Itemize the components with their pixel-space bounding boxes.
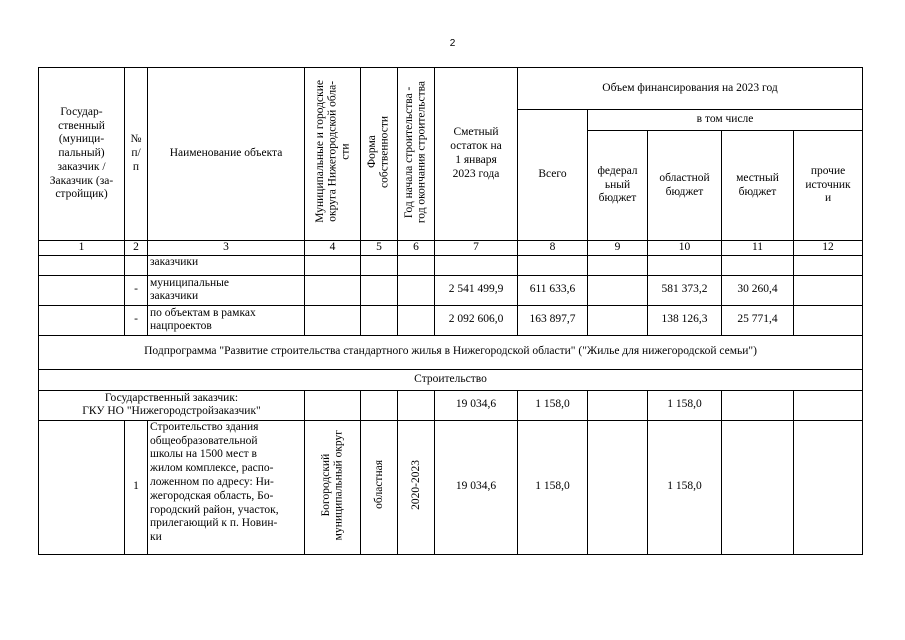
column-number: 9: [588, 241, 648, 256]
customer-row: [39, 390, 863, 420]
object-name: Строительство здания общеобразовательной школы на 1500 мест в жилом комплексе, распо- ложенном по адресу: Ни- жегородская область, Бо- городский район, участок, прилегающий к п. Новин- ки: [148, 420, 305, 554]
table-cell: -: [125, 275, 148, 305]
table-row: [39, 275, 863, 305]
table-cell: [588, 255, 648, 275]
table-cell: [361, 275, 398, 305]
customer-regional: 1 158,0: [648, 390, 722, 420]
object-ownership-cell: [361, 420, 398, 554]
table-cell: [794, 305, 863, 335]
table-cell: 138 126,3: [648, 305, 722, 335]
header-regional: областной бюджет: [648, 131, 722, 241]
object-total: 1 158,0: [518, 420, 588, 554]
table-row: [39, 305, 863, 335]
column-number: 8: [518, 241, 588, 256]
table-cell: [305, 275, 361, 305]
header-including: в том числе: [588, 110, 863, 131]
table-cell: [588, 390, 648, 420]
object-municipality-cell: [305, 420, 361, 554]
customer-estimated-balance: 19 034,6: [435, 390, 518, 420]
subprogram-row: [39, 335, 863, 369]
object-estimated-balance: 19 034,6: [435, 420, 518, 554]
column-numbers-row: [39, 241, 863, 256]
table-cell: [794, 390, 863, 420]
column-number: 11: [722, 241, 794, 256]
column-number: 2: [125, 241, 148, 256]
header-row-1: [39, 68, 863, 110]
table-cell: [722, 390, 794, 420]
table-cell: 163 897,7: [518, 305, 588, 335]
table-cell: 2 541 499,9: [435, 275, 518, 305]
financing-table: [38, 67, 863, 555]
table-cell: [305, 255, 361, 275]
object-years: 2020-2023: [409, 459, 422, 510]
header-funding-volume: Объем финансирования на 2023 год: [518, 68, 863, 110]
table-cell: [794, 255, 863, 275]
object-row: [39, 420, 863, 554]
table-cell: [398, 390, 435, 420]
table-cell: [305, 390, 361, 420]
column-number: 4: [305, 241, 361, 256]
table-cell: 581 373,2: [648, 275, 722, 305]
object-other: [794, 420, 863, 554]
table-cell: заказчики: [148, 255, 305, 275]
column-number: 10: [648, 241, 722, 256]
column-number: 6: [398, 241, 435, 256]
table-cell: [39, 420, 125, 554]
column-number: 12: [794, 241, 863, 256]
subprogram-title: Подпрограмма "Развитие строительства стандартного жилья в Нижегородской области" ("Жилье для нижегородской семьи"): [39, 335, 863, 369]
header-total: Всего: [518, 110, 588, 241]
column-number: 7: [435, 241, 518, 256]
table-cell: [518, 255, 588, 275]
table-cell: [39, 255, 125, 275]
header-local: местный бюджет: [722, 131, 794, 241]
table-cell: [361, 305, 398, 335]
table-cell: -: [125, 305, 148, 335]
page-number: 2: [449, 38, 456, 49]
object-ownership: областная: [372, 460, 385, 510]
header-number: № п/ п: [125, 68, 148, 241]
header-municipality: Муниципальные и городские округа Нижегородской обла- сти: [313, 80, 351, 223]
table-cell: [305, 305, 361, 335]
section-row: [39, 369, 863, 390]
column-number: 1: [39, 241, 125, 256]
object-years-cell: [398, 420, 435, 554]
table-cell: [435, 255, 518, 275]
table-cell: [398, 305, 435, 335]
object-local: [722, 420, 794, 554]
customer-total: 1 158,0: [518, 390, 588, 420]
header-municipality-cell: [305, 68, 361, 241]
table-cell: по объектам в рамках нацпроектов: [148, 305, 305, 335]
table-cell: 25 771,4: [722, 305, 794, 335]
table-cell: [588, 275, 648, 305]
table-cell: 2 092 606,0: [435, 305, 518, 335]
table-row: [39, 255, 863, 275]
table-cell: [398, 275, 435, 305]
header-federal: федерал ьный бюджет: [588, 131, 648, 241]
header-ownership: Форма собственности: [366, 115, 391, 188]
column-number: 5: [361, 241, 398, 256]
section-title: Строительство: [39, 369, 863, 390]
header-years-cell: [398, 68, 435, 241]
object-municipality: Богородский муниципальный округ: [319, 429, 345, 541]
header-object-name: Наименование объекта: [148, 68, 305, 241]
table-cell: [361, 390, 398, 420]
table-cell: [39, 305, 125, 335]
table-cell: [722, 255, 794, 275]
header-estimated-balance: Сметный остаток на 1 января 2023 года: [435, 68, 518, 241]
table-cell: [39, 275, 125, 305]
object-number: 1: [125, 420, 148, 554]
table-cell: 30 260,4: [722, 275, 794, 305]
table-cell: [794, 275, 863, 305]
object-federal: [588, 420, 648, 554]
table-cell: [648, 255, 722, 275]
header-ownership-cell: [361, 68, 398, 241]
column-number: 3: [148, 241, 305, 256]
table-cell: 611 633,6: [518, 275, 588, 305]
header-years: Год начала строительства - год окончания строительства: [403, 80, 428, 223]
header-other: прочие источник и: [794, 131, 863, 241]
object-regional: 1 158,0: [648, 420, 722, 554]
table-cell: [125, 255, 148, 275]
customer-label: Государственный заказчик: ГКУ НО "Нижегородстройзаказчик": [39, 390, 305, 420]
table-cell: [588, 305, 648, 335]
table-cell: муниципальные заказчики: [148, 275, 305, 305]
table-cell: [398, 255, 435, 275]
header-customer: Государ- ственный (муници- пальный) заказчик / Заказчик (за- стройщик): [39, 68, 125, 241]
table-cell: [361, 255, 398, 275]
